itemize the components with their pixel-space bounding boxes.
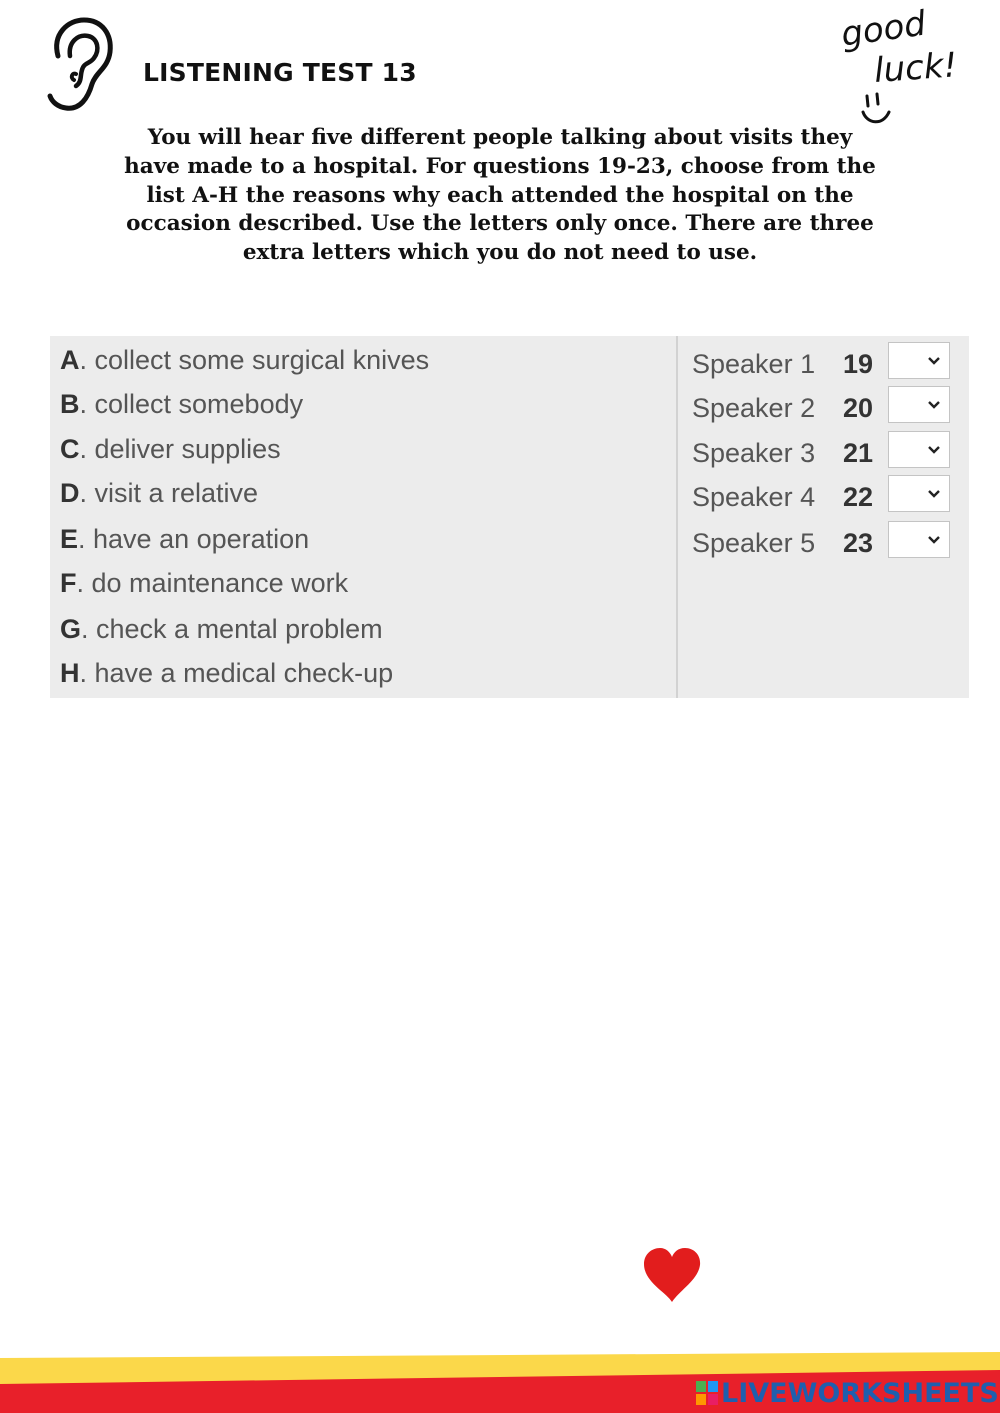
chevron-down-icon bbox=[927, 487, 941, 501]
smiley-icon bbox=[863, 94, 889, 122]
answer-select[interactable] bbox=[888, 386, 950, 423]
question-number: 21 bbox=[843, 438, 874, 468]
option-item: G. check a mental problem bbox=[60, 614, 383, 644]
speaker-label: Speaker 4 bbox=[692, 482, 816, 512]
speaker-row bbox=[692, 342, 958, 382]
chevron-down-icon bbox=[927, 443, 941, 457]
speaker-row bbox=[692, 431, 958, 471]
question-number: 22 bbox=[843, 482, 874, 512]
option-item: H. have a medical check-up bbox=[60, 658, 394, 688]
option-item: A. collect some surgical knives bbox=[60, 345, 430, 375]
brand-name: LIVEWORKSHEETS bbox=[721, 1377, 999, 1409]
question-number: 23 bbox=[843, 528, 874, 558]
speaker-label: Speaker 1 bbox=[692, 349, 816, 379]
chevron-down-icon bbox=[927, 354, 941, 368]
svg-text:good: good bbox=[838, 4, 929, 55]
answer-select[interactable] bbox=[888, 521, 950, 558]
ear-icon bbox=[44, 16, 116, 114]
speaker-row bbox=[692, 521, 958, 561]
option-item: F. do maintenance work bbox=[60, 568, 349, 598]
option-item: C. deliver supplies bbox=[60, 434, 281, 464]
option-item: D. visit a relative bbox=[60, 478, 259, 508]
option-item: B. collect somebody bbox=[60, 389, 304, 419]
speaker-row bbox=[692, 475, 958, 515]
option-item: E. have an operation bbox=[60, 524, 310, 554]
chevron-down-icon bbox=[927, 398, 941, 412]
answer-select[interactable] bbox=[888, 431, 950, 468]
speaker-label: Speaker 5 bbox=[692, 528, 816, 558]
page-title: LISTENING TEST 13 bbox=[143, 58, 417, 87]
instructions-text: You will hear five different people talking about visits they have made to a hospital. For questions 19-23, choose from the list A-H the reasons why each attended the hospital on the occasion described. Use the letters only once. There are three extra letters which you do not need to use. bbox=[124, 125, 876, 266]
liveworksheets-logo-icon bbox=[696, 1381, 718, 1405]
answer-select[interactable] bbox=[888, 342, 950, 379]
question-number: 20 bbox=[843, 393, 874, 423]
liveworksheets-brand bbox=[696, 1376, 999, 1410]
svg-text:luck!: luck! bbox=[872, 45, 959, 91]
column-divider bbox=[676, 336, 678, 698]
heart-icon bbox=[640, 1246, 704, 1304]
matching-exercise-panel bbox=[50, 336, 969, 698]
speaker-label: Speaker 3 bbox=[692, 438, 816, 468]
speaker-row bbox=[692, 386, 958, 426]
chevron-down-icon bbox=[927, 533, 941, 547]
answer-select[interactable] bbox=[888, 475, 950, 512]
good-luck-handwriting bbox=[835, 4, 985, 129]
speaker-label: Speaker 2 bbox=[692, 393, 816, 423]
question-number: 19 bbox=[843, 349, 874, 379]
